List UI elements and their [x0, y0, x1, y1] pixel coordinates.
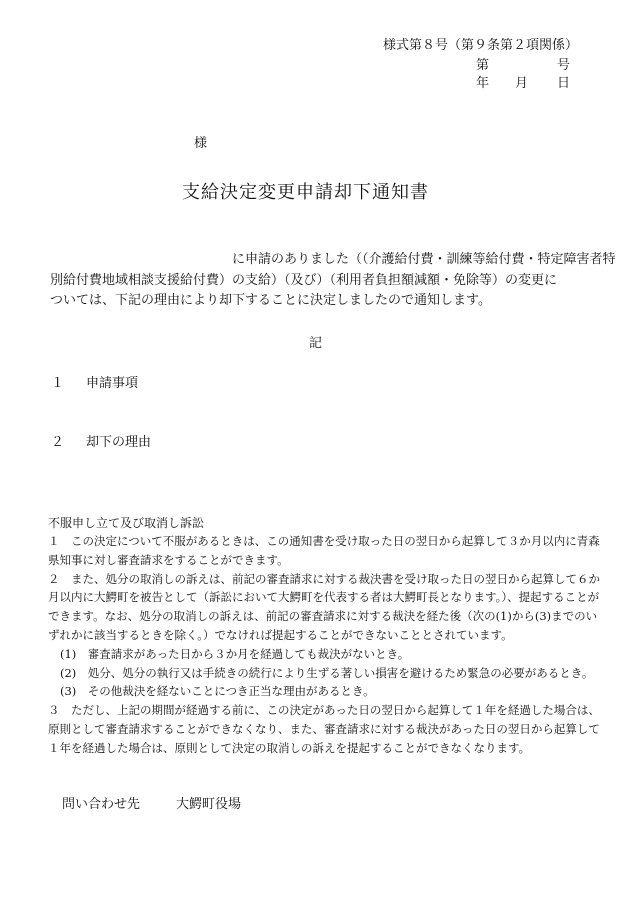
appeal-line: ２ また、処分の取消しの訴えは、前記の審査請求に対する裁決書を受け取った日の翌日から起算して６か [48, 571, 600, 586]
date-day-label: 日 [557, 76, 571, 91]
appeal-heading: 不服申し立て及び取消し訴訟 [48, 516, 205, 530]
appeal-line: １年を経過した場合は、原則として決定の取消しの訴えを提起することができなくなります。 [48, 740, 531, 755]
notice-body-line: ついては、下記の理由により却下することに決定しましたので通知します。 [50, 293, 491, 308]
appeal-line: 原則として審査請求することができなくなり、また、審査請求に対する裁決があった日の翌日から起算して [48, 721, 600, 736]
section-label: 申請事項 [86, 376, 139, 391]
document-number-prefix: 第 [476, 58, 490, 73]
appeal-line: １ この決定について不服があるときは、この通知書を受け取った日の翌日から起算して３か月以内に青森 [48, 534, 600, 548]
date-month-label: 月 [515, 76, 529, 91]
appeal-line: (3) その他裁決を経ないことにつき正当な理由があるとき。 [60, 684, 375, 699]
section-rejection-reason [51, 431, 151, 450]
contact-office: 大鰐町役場 [176, 797, 242, 812]
appeal-line: ３ ただし、上記の期間が経過する前に、この決定があった日の翌日から起算して１年を経過した場合は、 [48, 703, 600, 718]
appeal-line: 月以内に大鰐町を被告として（訴訟において大鰐町を代表する者は大鰐町長となります。）、提起することが [48, 590, 600, 605]
contact-label: 問い合わせ先 [62, 797, 141, 812]
contact-info [62, 793, 241, 812]
appeal-line: 県知事に対し審査請求をすることができます。 [48, 552, 289, 567]
section-number: １ [51, 376, 65, 391]
document-title: 支給決定変更申請却下通知書 [182, 182, 429, 203]
form-number: 様式第８号（第９条第２項関係） [383, 38, 579, 53]
ki-heading: 記 [309, 336, 323, 351]
notice-body-line: 別給付費地域相談支援給付費）の支給）（及び）（利用者負担額減額・免除等）の変更に [50, 272, 558, 288]
document-number-suffix: 号 [557, 58, 571, 73]
notice-body-line: に申請のありました（（介護給付費・訓練等給付費・特定障害者特 [50, 252, 616, 267]
section-application-items [51, 372, 138, 391]
section-number: ２ [51, 435, 65, 450]
appeal-text [48, 532, 598, 758]
appeal-line: (1) 審査請求があった日から３か月を経過しても裁決がないとき。 [60, 646, 410, 661]
appeal-line: (2) 処分、処分の執行又は手続きの続行により生ずる著しい損害を避けるため緊急の必要があるとき。 [60, 665, 594, 680]
section-label: 却下の理由 [86, 435, 152, 450]
date-year-label: 年 [476, 76, 490, 91]
notice-body [50, 250, 616, 312]
appeal-line: ずれかに該当するときを除く。）でなければ提起することができないこととされています。 [48, 627, 513, 642]
appeal-line: できます。なお、処分の取消しの訴えは、前記の審査請求に対する裁決を経た後（次の(1)から(3)までのい [48, 609, 598, 624]
addressee-suffix: 様 [194, 136, 208, 151]
